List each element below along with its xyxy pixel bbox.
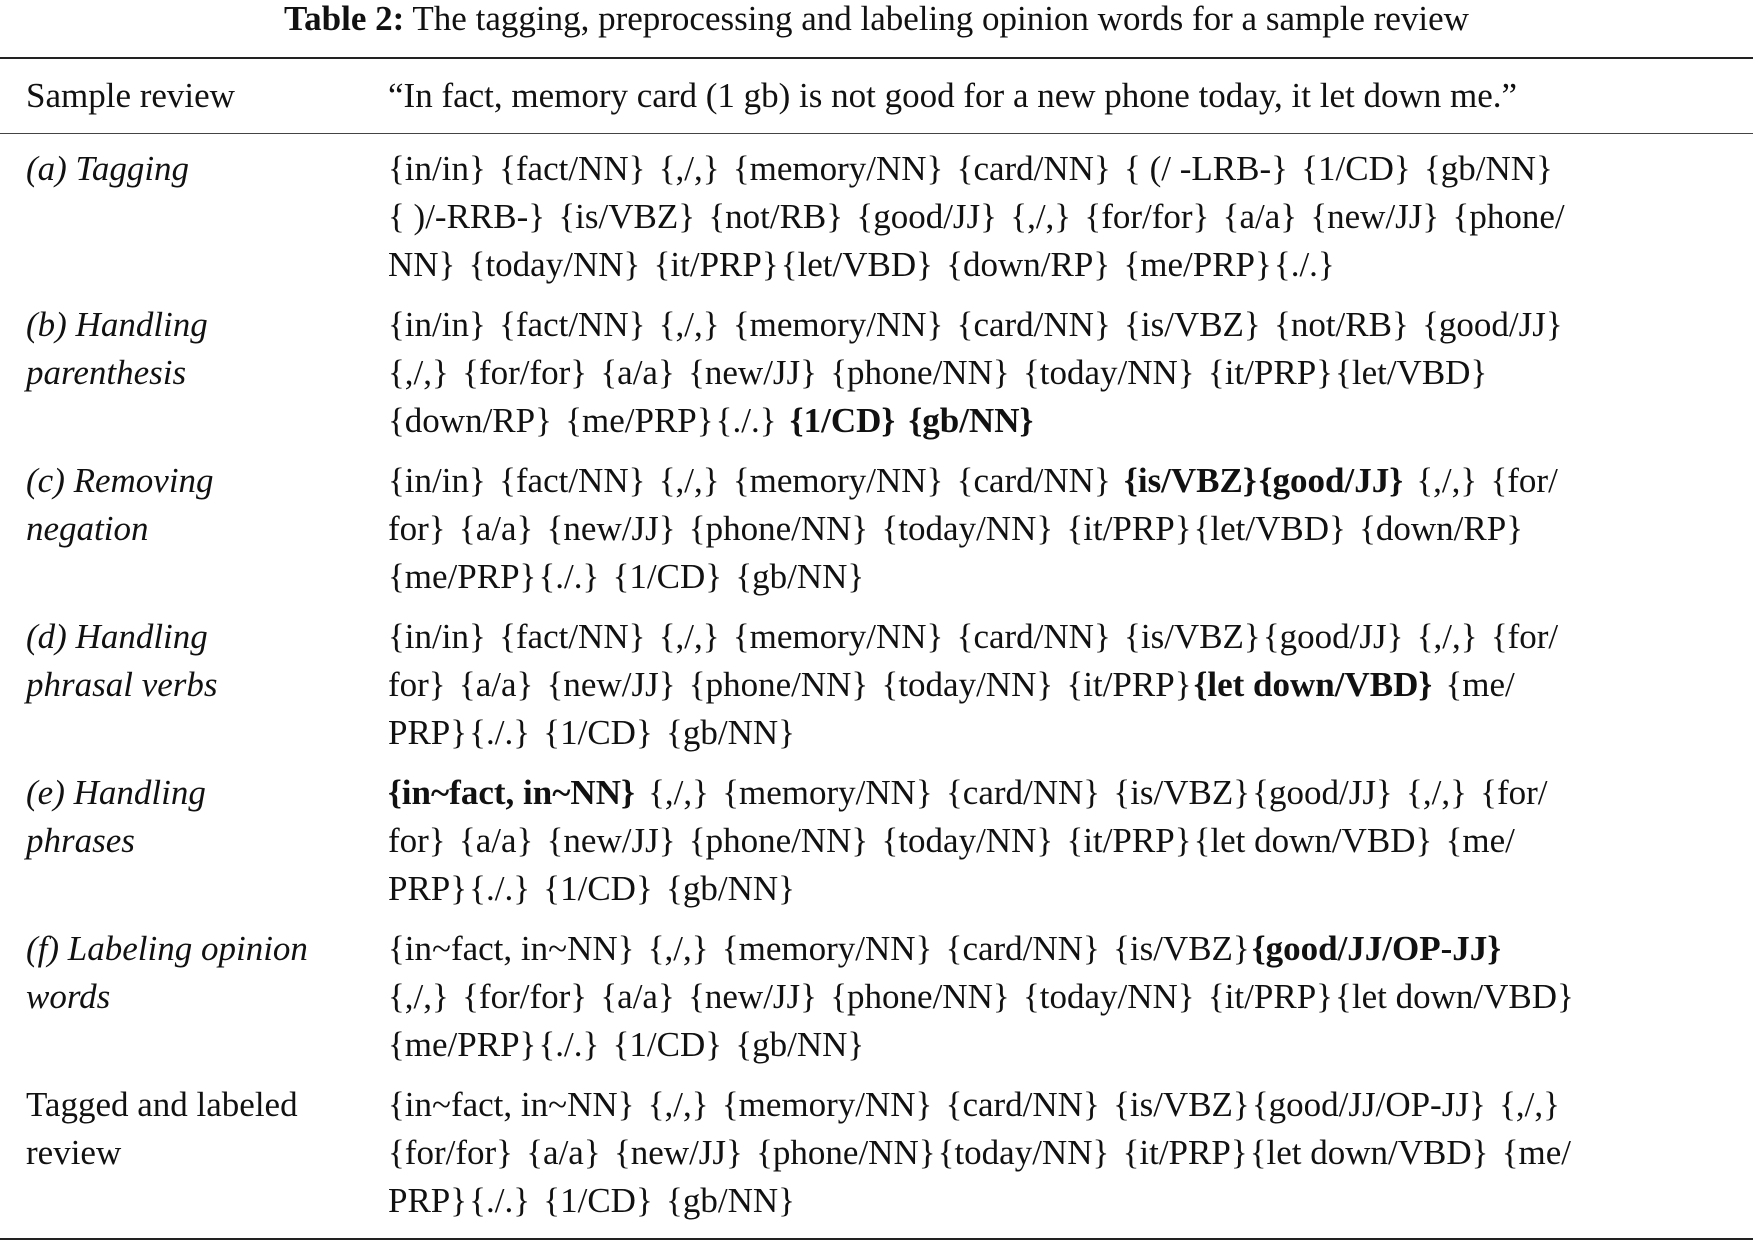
content-line [388,397,1718,445]
tagged-token: {good/JJ} [1252,773,1393,812]
tagged-token: {it/PRP} [1066,665,1192,704]
tagged-token: {gb/NN} [735,1025,865,1064]
tagged-token: {is/VBZ} [1113,773,1251,812]
header-label: Sample review [26,76,235,115]
tagged-token: { (/ -LRB-} [1124,149,1288,188]
tagged-token: {a/a} [458,509,534,548]
tagged-token: {a/a} [1222,197,1298,236]
tagged-token: {memory/NN} [721,929,933,968]
tagged-token: {it/PRP} [1207,353,1333,392]
tagged-token: {,/,} [1499,1085,1560,1124]
tagged-token: {1/CD} [612,557,723,596]
tagged-token: {in/in} [388,305,486,344]
tagged-token: {phone/NN} [830,353,1010,392]
tagged-token: {1/CD} [543,869,653,908]
tagged-token: {in~fact, in~NN} [388,929,635,968]
tagged-token: for} [388,665,446,704]
row-label-line: Tagged and labeled [26,1085,298,1124]
row-label-line: (f) Labeling opinion [26,929,308,968]
row-label-line: words [26,977,111,1016]
tagged-token: {today/NN} [881,509,1054,548]
tagged-token: {a/a} [600,353,675,392]
content-line [388,1021,1718,1069]
tagged-token: {new/JJ} [546,665,676,704]
tagged-token: {phone/NN} [688,509,869,548]
content-line [388,865,1718,913]
tagged-token: {card/NN} [956,617,1111,656]
tagged-token: {1/CD} [789,401,896,440]
tagged-token: {in/in} [388,617,486,656]
tagged-token: {not/RB} [1274,305,1409,344]
tagged-token: {fact/NN} [499,617,646,656]
tagged-token: {is/VBZ} [1113,1085,1250,1124]
tagged-token: {memory/NN} [732,149,944,188]
tagged-token: {memory/NN} [721,1085,933,1124]
row-label-line: parenthesis [26,353,187,392]
top-rule [0,57,1753,59]
tagged-token: {me/ [1445,821,1515,860]
tagged-token: {gb/NN} [666,713,795,752]
tagged-token: {for/ [1490,461,1558,500]
tagged-token: {a/a} [458,821,534,860]
tagged-token: {,/,} [1010,197,1072,236]
tagged-token: {new/JJ} [688,353,817,392]
tagged-token: {,/,} [1416,461,1478,500]
tagged-token: {me/ [1501,1133,1572,1172]
tagged-token: {,/,} [658,305,720,344]
tagged-token: {let down/VBD} [1249,1133,1489,1172]
tagged-token: {gb/NN} [1423,149,1553,188]
tagged-token: {for/for} [462,977,588,1016]
tagged-token: for} [388,509,446,548]
row-label [26,145,366,193]
header-rule [0,133,1753,134]
table-caption [0,0,1753,42]
content-line [388,553,1718,601]
tagged-token: {let down/VBD} [1193,821,1433,860]
tagged-token: {1/CD} [1301,149,1411,188]
tagged-token: {let down/VBD} [1335,977,1574,1016]
tagged-token: {memory/NN} [732,305,944,344]
tagged-token: {in~fact, in~NN} [388,773,635,812]
row-content [388,925,1718,1069]
tagged-token: {./.} [538,1025,600,1064]
tagged-token: {fact/NN} [499,149,646,188]
row-label [26,457,366,553]
tagged-token: {,/,} [658,617,720,656]
tagged-token: { )/-RRB-} [388,197,546,236]
tagged-token: {me/PRP} [565,401,714,440]
tagged-token: {today/NN} [1022,977,1195,1016]
content-line [388,193,1718,241]
tagged-token: {down/RP} [1359,509,1524,548]
content-line [388,145,1718,193]
content-line [388,1129,1718,1177]
tagged-token: {./.} [1273,245,1335,284]
row-label-line: negation [26,509,149,548]
content-line [388,973,1718,1021]
row-content [388,613,1718,757]
tagged-token: {./.} [469,713,530,752]
tagged-token: {,/,} [647,929,709,968]
content-line [388,349,1718,397]
content-line [388,661,1718,709]
tagged-token: {let down/VBD} [1193,665,1433,704]
tagged-token: {in/in} [388,149,486,188]
tagged-token: {,/,} [388,977,449,1016]
tagged-token: {today/NN} [881,821,1054,860]
tagged-token: for} [388,821,446,860]
bottom-rule [0,1238,1753,1240]
tagged-token: {1/CD} [543,713,653,752]
tagged-token: {is/VBZ} [1124,617,1261,656]
table-number: Table 2: [284,0,405,38]
tagged-token: {new/JJ} [1310,197,1440,236]
row-content [388,769,1718,913]
tagged-token: {is/VBZ} [558,197,696,236]
tagged-token: {new/JJ} [546,509,676,548]
tagged-token: {card/NN} [956,305,1111,344]
caption-text: The tagging, preprocessing and labeling opinion words for a sample review [404,0,1469,38]
tagged-token: PRP} [388,713,468,752]
tagged-token: {is/VBZ} [1124,461,1257,500]
tagged-token: {1/CD} [612,1025,723,1064]
tagged-token: {is/VBZ} [1124,305,1261,344]
tagged-token: {good/JJ} [1258,461,1404,500]
tagged-token: {down/RP} [388,401,552,440]
tagged-token: {me/PRP} [388,1025,537,1064]
row-label [26,613,366,709]
tagged-token: {not/RB} [708,197,844,236]
tagged-token: PRP} [388,869,468,908]
tagged-token: {,/,} [648,773,709,812]
tagged-token: {it/PRP} [1066,821,1192,860]
tagged-token: {,/,} [647,1085,709,1124]
row-content [388,301,1718,445]
tagged-token: {card/NN} [945,1085,1100,1124]
tagged-token: {phone/ [1452,197,1565,236]
row-label-line: (b) Handling [26,305,208,344]
row-content [388,145,1718,289]
row-label [26,925,366,1021]
sample-review-text: “In fact, memory card (1 gb) is not good for a new phone today, it let down me.” [388,76,1518,115]
tagged-token: {down/RP} [946,245,1111,284]
tagged-token: {let/VBD} [1193,509,1346,548]
tagged-token: {gb/NN} [666,869,795,908]
tagged-token: {memory/NN} [732,617,944,656]
tagged-token: {,/,} [1416,617,1478,656]
tagged-token: {card/NN} [946,773,1101,812]
row-label-line: (a) Tagging [26,149,190,188]
tagged-token: {a/a} [600,977,675,1016]
tagged-token: {a/a} [526,1133,601,1172]
tagged-token: {phone/NN} [688,665,869,704]
tagged-token: {fact/NN} [499,305,646,344]
tagged-token: {let/VBD} [780,245,933,284]
tagged-token: {a/a} [458,665,534,704]
tagged-token: {phone/NN} [830,977,1010,1016]
tagged-token: {for/ [1490,617,1559,656]
tagged-token: {phone/NN} [756,1133,936,1172]
tagged-token: {for/ [1480,773,1548,812]
tagged-token: NN} [388,245,456,284]
tagged-token: {good/JJ} [1422,305,1563,344]
tagged-token: {new/JJ} [546,821,676,860]
content-line [388,241,1718,289]
tagged-token: {new/JJ} [613,1133,743,1172]
row-content [388,1081,1718,1225]
tagged-token: {today/NN} [881,665,1054,704]
tagged-token: {let/VBD} [1335,353,1488,392]
tagged-token: {card/NN} [945,929,1100,968]
tagged-token: {./.} [715,401,777,440]
tagged-token: {it/PRP} [1122,1133,1248,1172]
row-label [26,301,366,397]
tagged-token: {,/,} [658,461,720,500]
tagged-token: {,/,} [388,353,449,392]
tagged-token: {./.} [469,1181,530,1220]
content-line [388,709,1718,757]
tagged-token: {gb/NN} [735,557,865,596]
tagged-token: {good/JJ/OP-JJ} [1251,929,1502,968]
tagged-token: {memory/NN} [722,773,933,812]
row-label [26,769,366,865]
row-label-line: (e) Handling [26,773,206,812]
tagged-token: {,/,} [658,149,720,188]
tagged-token: {in~fact, in~NN} [388,1085,635,1124]
tagged-token: {gb/NN} [908,401,1034,440]
content-line [388,1081,1718,1129]
row-content [388,457,1718,601]
tagged-token: {is/VBZ} [1113,929,1250,968]
tagged-token: PRP} [388,1181,468,1220]
row-label-line: phrasal verbs [26,665,218,704]
tagged-token: {phone/NN} [688,821,869,860]
tagged-token: {memory/NN} [732,461,944,500]
tagged-token: {good/JJ} [1262,617,1404,656]
tagged-token: {me/ [1445,665,1515,704]
tagged-token: {card/NN} [956,149,1111,188]
tagged-token: {,/,} [1406,773,1467,812]
content-line [388,301,1718,349]
tagged-token: {in/in} [388,461,486,500]
content-line [388,817,1718,865]
tagged-token: {me/PRP} [1123,245,1272,284]
row-label-line: phrases [26,821,135,860]
row-label [26,1081,366,1177]
content-line [388,769,1718,817]
tagged-token: {1/CD} [543,1181,653,1220]
tagged-token: {./.} [538,557,600,596]
tagged-token: {new/JJ} [688,977,817,1016]
row-label-line: (d) Handling [26,617,208,656]
tagged-token: {./.} [469,869,530,908]
row-label-line: (c) Removing [26,461,214,500]
tagged-token: {it/PRP} [1066,509,1192,548]
tagged-token: {good/JJ} [856,197,997,236]
tagged-token: {fact/NN} [499,461,646,500]
tagged-token: {card/NN} [956,461,1111,500]
row-label-line: review [26,1133,122,1172]
content-line [388,925,1718,973]
tagged-token: {today/NN} [937,1133,1110,1172]
tagged-token: {for/for} [388,1133,513,1172]
content-line [388,613,1718,661]
tagged-token: {it/PRP} [653,245,779,284]
tagged-token: {for/for} [1084,197,1210,236]
tagged-token: {today/NN} [468,245,641,284]
tagged-token: {for/for} [462,353,588,392]
content-line [388,505,1718,553]
tagged-token: {today/NN} [1022,353,1195,392]
content-line [388,1177,1718,1225]
tagged-token: {good/JJ/OP-JJ} [1251,1085,1486,1124]
tagged-token: {me/PRP} [388,557,537,596]
tagged-token: {it/PRP} [1207,977,1333,1016]
tagged-token: {gb/NN} [666,1181,795,1220]
content-line [388,457,1718,505]
